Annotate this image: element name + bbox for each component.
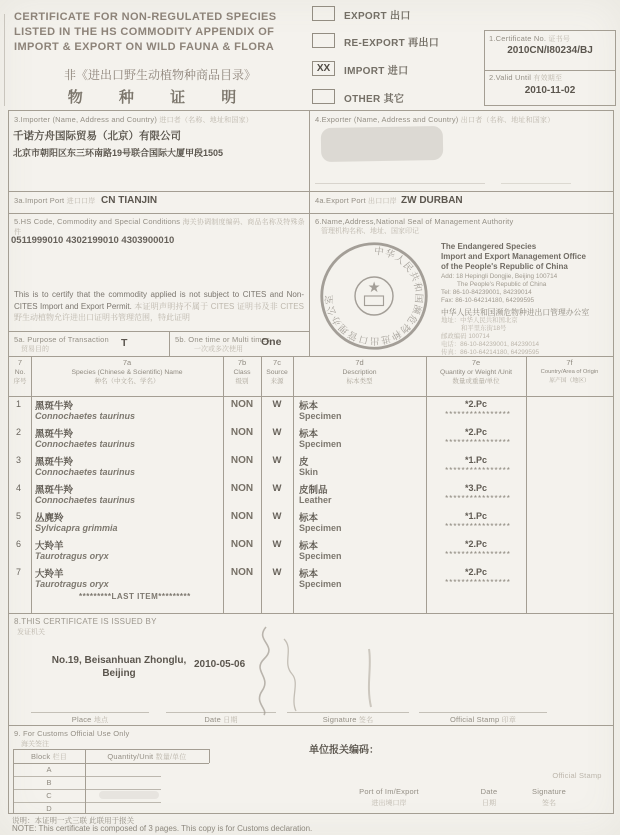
row3-name-sci: Connochaetes taurinus bbox=[35, 467, 136, 477]
row4-desc-cn: 皮制品 bbox=[299, 485, 328, 496]
title-line-3: IMPORT & EXPORT ON WILD FAUNA & FLORA bbox=[14, 41, 275, 53]
official-stamp-label-en: Official Stamp bbox=[449, 715, 500, 724]
issued-place-value bbox=[39, 654, 199, 680]
seal-text: 中华人民共和国濒危物种进出口管理办公室 bbox=[323, 245, 424, 346]
row2-quantity: *2.Pc bbox=[464, 427, 488, 437]
date-label bbox=[166, 715, 276, 725]
times-value: One bbox=[261, 336, 282, 348]
export-port-value: ZW DURBAN bbox=[401, 195, 463, 206]
row1-name-sci: Connochaetes taurinus bbox=[35, 411, 136, 421]
row7-name-cn: 大羚羊 bbox=[35, 569, 64, 580]
row6-name-sci: Taurotragus oryx bbox=[35, 551, 109, 561]
species-row-2 bbox=[9, 426, 613, 454]
addr-cn-5: 传真：86-10-64214180, 64299595 bbox=[441, 349, 540, 356]
row6-stars: **************** bbox=[445, 550, 511, 559]
certificate-no-label-en: 1.Certificate No. bbox=[489, 34, 547, 43]
times-label: 5b. One time or Multi times bbox=[175, 335, 271, 344]
row2-source: W bbox=[272, 427, 282, 438]
export-checkbox bbox=[312, 6, 335, 21]
other-checkbox bbox=[312, 89, 335, 104]
reexport-label-cn: 再出口 bbox=[408, 38, 440, 49]
customs-date-label: Date bbox=[480, 787, 498, 796]
scan-edge-line bbox=[4, 14, 5, 106]
exporter-redaction bbox=[321, 126, 444, 162]
block-row-d: D bbox=[46, 804, 52, 813]
row4-name-sci: Connochaetes taurinus bbox=[35, 495, 136, 505]
row5-class: NON bbox=[230, 511, 254, 522]
other-label-en: OTHER bbox=[344, 94, 381, 105]
exporter-label bbox=[315, 115, 554, 125]
office-line-1: The Endangered Species bbox=[441, 242, 537, 251]
quantity-unit-header bbox=[85, 752, 209, 762]
import-port-label-cn: 进口口岸 bbox=[66, 198, 96, 205]
col-header-quantity bbox=[426, 358, 526, 387]
import-label-cn: 进口 bbox=[387, 66, 409, 77]
row7-name-sci: Taurotragus oryx bbox=[35, 579, 109, 589]
species-row-5 bbox=[9, 510, 613, 538]
authority-add-line2: The People's Republic of China bbox=[457, 281, 547, 288]
col-qty-cn: 数量或重量/单位 bbox=[452, 378, 500, 385]
quantity-unit-header-en: Quantity/Unit bbox=[107, 752, 154, 761]
col-class-en: Class bbox=[233, 368, 251, 376]
col-source-en: Source bbox=[266, 368, 288, 376]
row5-stars: **************** bbox=[445, 522, 511, 531]
block-row-c: C bbox=[46, 791, 52, 800]
row3-no: 3 bbox=[16, 455, 22, 465]
export-label-cn: 出口 bbox=[390, 11, 411, 22]
species-row-1 bbox=[9, 398, 613, 426]
date-label-cn: 日期 bbox=[223, 717, 238, 724]
col-header-class bbox=[223, 358, 261, 387]
col-header-origin bbox=[526, 358, 613, 387]
row5-name-cn: 丛麂羚 bbox=[35, 513, 64, 524]
certificate-number-box bbox=[484, 30, 616, 106]
authority-label-cn: 管理机构名称、地址、国家印记 bbox=[321, 228, 419, 235]
place-label-en: Place bbox=[71, 715, 92, 724]
row3-source: W bbox=[272, 455, 282, 466]
row7-desc-en: Specimen bbox=[299, 579, 342, 589]
authority-label: 6.Name,Address,National Seal of Management Authority bbox=[315, 217, 514, 226]
exporter-label-en: 4.Exporter (Name, Address and Country) bbox=[315, 115, 459, 124]
row5-desc-cn: 标本 bbox=[299, 513, 319, 524]
row7-no: 7 bbox=[16, 567, 22, 577]
place-label bbox=[31, 715, 149, 725]
row2-name-cn: 黑斑牛羚 bbox=[35, 429, 74, 440]
customs-port-label: Port of Im/Export bbox=[359, 787, 419, 796]
signature-label-en: Signature bbox=[322, 715, 357, 724]
importer-address: 北京市朝阳区东三环南路19号联合国际大厦甲段1505 bbox=[13, 148, 224, 158]
document-body bbox=[8, 110, 614, 814]
declare-code-label: 单位报关编码： bbox=[309, 745, 379, 756]
authority-office-cn: 中华人民共和国濒危物种进出口管理办公室 bbox=[441, 308, 590, 317]
hs-code-label-en: 5.HS Code, Commodity and Special Conditions bbox=[14, 217, 181, 226]
export-label bbox=[344, 7, 411, 22]
col-no-cn: 序号 bbox=[13, 378, 27, 385]
row3-class: NON bbox=[230, 455, 254, 466]
col-class-num: 7b bbox=[237, 358, 247, 367]
row7-quantity: *2.Pc bbox=[464, 567, 488, 577]
authority-address-cn bbox=[441, 317, 613, 357]
row2-desc-cn: 标本 bbox=[299, 429, 319, 440]
purpose-value: T bbox=[121, 337, 128, 349]
species-row-7 bbox=[9, 566, 613, 594]
export-port-label-en: 4a.Export Port bbox=[315, 196, 366, 205]
customs-stamp-label: Official Stamp bbox=[552, 771, 602, 780]
import-port-label-en: 3a.Import Port bbox=[14, 196, 65, 205]
certificate-no-label bbox=[489, 34, 570, 44]
reexport-label bbox=[344, 34, 439, 49]
fax-value: 86-10-64214180, 64299595 bbox=[455, 297, 535, 304]
row3-quantity: *1.Pc bbox=[464, 455, 488, 465]
customs-signature-label-cn: 签名 bbox=[542, 800, 556, 807]
add-label: Add: bbox=[441, 273, 455, 280]
block-row-a: A bbox=[46, 765, 52, 774]
certify-statement bbox=[14, 289, 304, 324]
authority-tel-line bbox=[441, 289, 613, 297]
row1-desc-en: Specimen bbox=[299, 411, 342, 421]
authority-fax-line bbox=[441, 297, 613, 305]
block-header bbox=[13, 752, 85, 762]
authority-seal bbox=[317, 239, 431, 353]
importer-label-cn: 进口者（名称、地址和国家） bbox=[159, 117, 253, 124]
row6-desc-en: Specimen bbox=[299, 551, 342, 561]
addr-cn-3: 邮政编码 100714 bbox=[441, 333, 490, 340]
import-label bbox=[344, 62, 408, 77]
office-line-2: Import and Export Management Office bbox=[441, 252, 586, 261]
col-source-cn: 来源 bbox=[270, 378, 284, 385]
col-no-num: 7 bbox=[17, 358, 23, 367]
addr-cn-2: 和平里东街18号 bbox=[461, 325, 507, 332]
customs-port-label-cn: 进出境口岸 bbox=[371, 800, 407, 807]
export-port-label-cn: 出口口岸 bbox=[368, 198, 397, 205]
customs-signature-label: Signature bbox=[532, 787, 566, 796]
footer-note-en: NOTE: This certificate is composed of 3 pages. This copy is for Customs declaration. bbox=[12, 824, 313, 833]
row4-class: NON bbox=[230, 483, 254, 494]
last-item-marker: *********LAST ITEM********* bbox=[79, 592, 191, 601]
customs-smudge bbox=[99, 791, 159, 799]
row3-name-cn: 黑斑牛羚 bbox=[35, 457, 74, 468]
signature-label-cn: 签名 bbox=[358, 717, 374, 724]
importer-name: 千诺方舟国际贸易（北京）有限公司 bbox=[13, 130, 181, 142]
row4-no: 4 bbox=[16, 483, 22, 493]
block-header-en: Block bbox=[30, 752, 51, 761]
row3-desc-cn: 皮 bbox=[299, 457, 309, 468]
row2-stars: **************** bbox=[445, 438, 511, 447]
fax-label: Fax: bbox=[441, 297, 454, 304]
col-header-species bbox=[31, 358, 223, 387]
customs-label: 9. For Customs Official Use Only bbox=[14, 729, 130, 738]
export-label-en: EXPORT bbox=[344, 11, 387, 22]
certify-statement-en: This is to certify that the commodity applied is not subject to CITES and Non-CITES Import and Export Permit. bbox=[14, 290, 304, 311]
reexport-label-en: RE-EXPORT bbox=[344, 38, 406, 49]
col-origin-cn: 原产国（地区） bbox=[549, 378, 590, 384]
row6-source: W bbox=[272, 539, 282, 550]
row5-name-sci: Sylvicapra grimmia bbox=[35, 523, 118, 533]
col-species-en: Species (Chinese & Scientific) Name bbox=[71, 368, 183, 376]
purpose-label-cn: 贸易目的 bbox=[21, 346, 49, 353]
row7-stars: **************** bbox=[445, 578, 511, 587]
issued-date-value: 2010-05-06 bbox=[194, 659, 246, 670]
tel-value: 86-10-84239001, 84239014 bbox=[452, 289, 532, 296]
row5-quantity: *1.Pc bbox=[464, 511, 488, 521]
issued-place-line2: Beijing bbox=[102, 668, 136, 679]
certificate-no-label-cn: 证书号 bbox=[548, 36, 571, 43]
footer-note-cn: 说明：本证明一式三联 此联用于报关 bbox=[12, 816, 135, 825]
customs-label-cn: 海关签注 bbox=[21, 741, 49, 748]
col-desc-en: Description bbox=[342, 368, 377, 376]
importer-label bbox=[14, 115, 253, 125]
species-row-4 bbox=[9, 482, 613, 510]
times-label-cn: 一次或多次使用 bbox=[194, 346, 243, 353]
col-header-no bbox=[9, 358, 31, 387]
row4-quantity: *3.Pc bbox=[464, 483, 488, 493]
addr-cn-1: 地址：中华人民共和国北京 bbox=[441, 317, 518, 324]
issued-by-label: 8.THIS CERTIFICATE IS ISSUED BY bbox=[14, 617, 157, 626]
hs-code-value: 0511999010 4302199010 4303900010 bbox=[11, 235, 175, 246]
official-stamp-label bbox=[419, 715, 547, 725]
export-port-label bbox=[315, 196, 397, 206]
row2-class: NON bbox=[230, 427, 254, 438]
row6-quantity: *2.Pc bbox=[464, 539, 488, 549]
add-value: 18 Hepingli Dongjie, Beijing 100714 bbox=[455, 273, 558, 280]
col-desc-cn: 标本类型 bbox=[346, 378, 373, 385]
row5-source: W bbox=[272, 511, 282, 522]
authority-add-line bbox=[441, 273, 613, 281]
row1-desc-cn: 标本 bbox=[299, 401, 319, 412]
import-label-en: IMPORT bbox=[344, 66, 385, 77]
col-class-cn: 级别 bbox=[235, 378, 249, 385]
row2-no: 2 bbox=[16, 427, 22, 437]
certificate-no-value: 2010CN/I80234/BJ bbox=[507, 45, 593, 56]
reexport-checkbox bbox=[312, 33, 335, 48]
signature-label bbox=[287, 715, 409, 725]
row5-no: 5 bbox=[16, 511, 22, 521]
subtitle-chinese: 非《进出口野生动植物种商品目录》 bbox=[63, 68, 256, 82]
title-line-2: LISTED IN THE HS COMMODITY APPENDIX OF bbox=[14, 26, 275, 38]
place-label-cn: 地点 bbox=[93, 717, 109, 724]
row2-name-sci: Connochaetes taurinus bbox=[35, 439, 136, 449]
row7-desc-cn: 标本 bbox=[299, 569, 319, 580]
row4-source: W bbox=[272, 483, 282, 494]
valid-until-label bbox=[489, 73, 562, 83]
other-label-cn: 其它 bbox=[383, 94, 405, 105]
row6-desc-cn: 标本 bbox=[299, 541, 319, 552]
row1-source: W bbox=[272, 399, 282, 410]
col-species-cn: 种名（中文名、学名） bbox=[94, 378, 160, 385]
authority-contact bbox=[441, 273, 613, 305]
title-line-1: CERTIFICATE FOR NON-REGULATED SPECIES bbox=[14, 11, 277, 23]
import-checkbox: XX bbox=[312, 61, 335, 76]
date-label-en: Date bbox=[204, 715, 221, 724]
col-header-source bbox=[261, 358, 293, 387]
exporter-label-cn: 出口者（名称、地址和国家） bbox=[460, 117, 555, 124]
row3-desc-en: Skin bbox=[299, 467, 319, 477]
valid-until-label-en: 2.Valid Until bbox=[489, 73, 532, 82]
import-port-value: CN TIANJIN bbox=[101, 195, 158, 206]
col-header-description bbox=[293, 358, 426, 387]
hs-code-label bbox=[14, 217, 306, 237]
col-source-num: 7c bbox=[273, 358, 281, 367]
office-line-3: of the People's Republic of China bbox=[441, 262, 568, 271]
valid-until-label-cn: 有效期至 bbox=[533, 75, 563, 82]
block-row-b: B bbox=[46, 778, 52, 787]
row1-no: 1 bbox=[16, 399, 22, 409]
other-label bbox=[344, 90, 404, 105]
row7-class: NON bbox=[230, 567, 254, 578]
row4-name-cn: 黑斑牛羚 bbox=[35, 485, 74, 496]
tel-label: Tel: bbox=[441, 289, 451, 296]
quantity-unit-header-cn: 数量/单位 bbox=[155, 754, 187, 761]
row5-desc-en: Specimen bbox=[299, 523, 342, 533]
issued-place-line1: No.19, Beisanhuan Zhonglu, bbox=[51, 655, 187, 666]
row1-quantity: *2.Pc bbox=[464, 399, 488, 409]
signature-scribble bbox=[224, 619, 394, 719]
purpose-label: 5a. Purpose of Transaction bbox=[14, 335, 109, 344]
row3-stars: **************** bbox=[445, 466, 511, 475]
col-species-num: 7a bbox=[122, 358, 132, 367]
row6-class: NON bbox=[230, 539, 254, 550]
block-header-cn: 栏目 bbox=[52, 754, 68, 761]
col-origin-en: Country/Area of Origin bbox=[540, 368, 599, 375]
species-row-3 bbox=[9, 454, 613, 482]
col-desc-num: 7d bbox=[355, 358, 364, 367]
seal-star: ★ bbox=[367, 280, 381, 297]
col-qty-num: 7e bbox=[471, 358, 481, 367]
importer-label-en: 3.Importer (Name, Address and Country) bbox=[14, 115, 158, 124]
row1-stars: **************** bbox=[445, 410, 511, 419]
row6-name-cn: 大羚羊 bbox=[35, 541, 64, 552]
row7-source: W bbox=[272, 567, 282, 578]
hs-code-label-cn: 海关协调制度编码、商品名称及特殊条件 bbox=[14, 219, 305, 236]
row6-no: 6 bbox=[16, 539, 22, 549]
import-port-label bbox=[14, 196, 95, 206]
certificate-title bbox=[14, 10, 306, 55]
doc-title-chinese: 物 种 证 明 bbox=[67, 89, 253, 106]
issued-by-label-cn: 发证机关 bbox=[17, 629, 45, 636]
customs-date-label-cn: 日期 bbox=[482, 800, 496, 807]
official-stamp-label-cn: 印章 bbox=[501, 717, 517, 724]
species-row-6 bbox=[9, 538, 613, 566]
row2-desc-en: Specimen bbox=[299, 439, 342, 449]
authority-office bbox=[441, 242, 611, 272]
col-origin-num: 7f bbox=[566, 358, 573, 367]
col-qty-en: Quantity or Weight /Unit bbox=[439, 368, 513, 376]
row1-name-cn: 黑斑牛羚 bbox=[35, 401, 74, 412]
row1-class: NON bbox=[230, 399, 254, 410]
col-no-en: No. bbox=[14, 368, 26, 376]
row4-desc-en: Leather bbox=[299, 495, 332, 505]
valid-until-value: 2010-11-02 bbox=[524, 85, 576, 96]
certify-statement-cn: 本证明声明持不属于 CITES 证明书及非 CITES 野生动植物允许进出口证明书管理范围，特此证明 bbox=[14, 301, 304, 322]
addr-cn-4: 电话：86-10-84239001, 84239014 bbox=[441, 341, 540, 348]
row4-stars: **************** bbox=[445, 494, 511, 503]
